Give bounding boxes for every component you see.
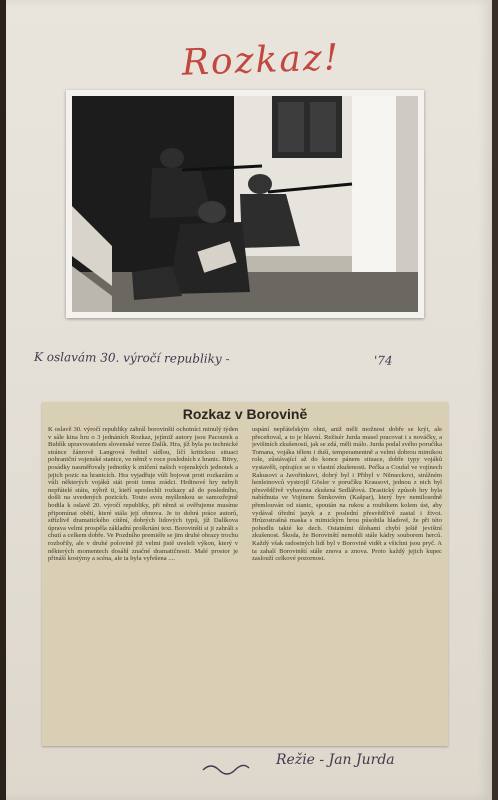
clipping-column-right: uspání nepřátelským ohni, aniž měli možnost dobře se krýt, ale přeceňoval, a to je hlavní. Režisér Jurda musel pracovat i s nováčky, a jevištních zkušeností, jak se zdá, měli málo. Jurda podal svého poručíka Tomana, vojáka tělem i duší, temperamentně a velmi dobrou mimikou role, zůstávající až do konce pánem situace, dobře typy vojáků vystavěli, opírajíce se o vlastní zkušenosti. Pečka a Coufal ve vojínech Rakusovi a Javořinkovi, dobrý byl i Přibyl v Německovi, strážném henleinovců vystrojil Gösler v poručíku Krausovi, jednou z nich byl přesvědčivě vybavena zkušená Sedlářová. Drastický způsob hry byla nabídnuta ve Vojínem Šimkovém (Kašpar), který byv nemilosrdně přemlouván od stanic, spoután na rukou a roubíkem kolem úst, aby vydával úřední jazyk a z poslední přesvědčivě zastal i život. Hrůzostrašná maska s mimickým hrou působila hladově, že při této pohodlu takté ke dech. Ostatními úlohami chybí ještě jevištní zkušenost. Škoda, že Borovinští nemohli stále kádry souborem herců. Každý však radostných lidí byl v Borovině vidět a všichni jsou pryč. A ta zahalí Borovinští stále znova a znova. Proto každý jejich kupec zaslouží celkové pozornost. xyxy=(252,426,442,563)
album-page xyxy=(6,0,492,800)
caption-year: '74 xyxy=(373,353,393,368)
newspaper-clipping xyxy=(42,402,448,746)
handwritten-signature: Režie - Jan Jurda xyxy=(276,752,395,768)
ink-squiggle xyxy=(201,760,251,776)
photo-soldiers-scene xyxy=(72,96,418,312)
clipping-columns xyxy=(48,426,442,742)
clipping-headline: Rozkaz v Borovině xyxy=(182,406,308,422)
photo-illustration xyxy=(72,96,418,312)
photograph xyxy=(66,90,424,318)
clipping-column-left: K oslavě 30. výročí republiky zahrál borovinští ochotníci minulý týden v sále kina hru o 3 jednáních Rozkaz, jejímiž autory jsou Pacourek a Bublík upravovatelem slovenské verze Dalík. Hra, jíž byla po technické stránce žánrově Langrová ředitel sídlou, líčí kritickou situaci pohraniční vojenské stanice, ve němž v roce posledních z hranic. Bitvy, posádky nasměřovaly jednotky k zničení našich vojenských jednotek a jejich pozic na hranicích. Hra vyjadřuje vůli bojovat proti rozkazům a vůli některých vojáků stát proti tomu zrádci. Hrdinové hry nebyli nepřátelé státu, nýbrž ti, kteří uposlechli rozkazy až do posledního, došli na uvedených pozicích. Touto svou myšlenkou se samozřejmě hodila k oslavě 20. výročí republiky, při němž si ověřujeme musíme připomínat obětí, které stála její obnova. Je to dobrá práce autorů, střízlivě dramatického cítění, dobrých lidových typů, jíž Dalíkova úprava velmi prospěla základní proškrtání text. Borovinští si ji zahráli s chutí a celkem dobře. Ve Pozdního premiéře se jim druhé obrazy trochu rozbořily, ale v druhé polovině již velmi jistě uveleli výkon, který v některých momentech dosáhl značné dramatičnosti. Malé prostor je přináší kostýmy a scéna, ale ta byla vyřešena .... xyxy=(48,426,238,563)
caption-text: K oslavám 30. výročí republiky - xyxy=(33,349,230,366)
handwritten-caption xyxy=(34,350,434,368)
page-title: Rozkaz! xyxy=(181,37,341,84)
